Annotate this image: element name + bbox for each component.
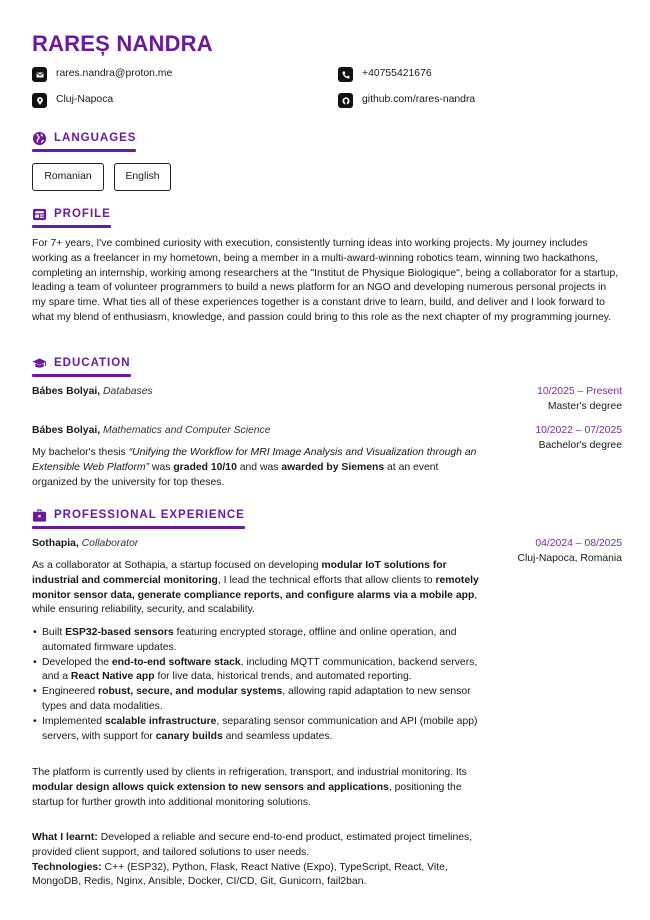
- text: Engineered: [42, 686, 99, 698]
- briefcase-icon: [32, 508, 47, 523]
- education-date: 10/2022 – 07/2025: [535, 425, 622, 436]
- thesis-description: [32, 446, 482, 490]
- award: awarded by Siemens: [281, 461, 385, 473]
- education-entry-1-title: [32, 385, 153, 400]
- company-name: Sothapia,: [32, 538, 79, 549]
- contact-github[interactable]: [338, 93, 475, 108]
- highlight: canary builds: [155, 730, 223, 742]
- degree: Master's degree: [547, 400, 622, 412]
- bullet-item: [32, 626, 482, 656]
- education-entry-1-meta: [537, 385, 622, 415]
- highlight: robust, secure, and modular systems: [98, 686, 283, 698]
- section-underline: [32, 526, 245, 529]
- highlight: React Native app: [70, 671, 155, 683]
- bullet-item: [32, 656, 482, 686]
- section-underline: [32, 374, 131, 377]
- technologies-label: Technologies:: [32, 861, 102, 873]
- text: , allowing rapid adaptation to new sensor types and data modalities.: [42, 686, 471, 712]
- graduation-cap-icon: [32, 356, 47, 371]
- location-text: Cluj-Napoca: [56, 94, 114, 106]
- experience-intro: [32, 559, 482, 618]
- profile-summary: For 7+ years, I've combined curiosity with execution, consistently turning ideas into working projects. My journey includes working as a freelancer in my hometown, being a member in a multi-award-winning robotics team, winning two hackathons, completing an internship, working among researchers at the "Institut de Physique Biologique", being a collaborator for a startup, leading a team of volunteer programmers to build a news platform for an NGO and developing numerous personal projects in my spare time. What ties all of these experiences together is a constant drive to learn, build, and deliver and I look forward to what my blend of enthusiasm, knowledge, and passion could bring to this role as the next chapter of my programming journey.: [32, 238, 619, 323]
- text: Implemented: [42, 715, 105, 727]
- text: , including MQTT communication, backend servers, and a: [42, 656, 478, 683]
- text: , positioning the startup for further growth into additional monitoring solutions.: [32, 781, 462, 808]
- experience-title: PROFESSIONAL EXPERIENCE: [54, 509, 245, 522]
- text: My bachelor's thesis: [32, 447, 129, 458]
- education-entry-2-title: [32, 424, 271, 439]
- school-name: Bábes Bolyai,: [32, 386, 101, 397]
- experience-heading: [32, 508, 245, 529]
- highlight: remotely monitor sensor data, generate compliance reports, and configure alarms via a mobile app: [32, 574, 479, 601]
- languages-heading: [32, 131, 136, 152]
- text: The platform is currently used by clients in refrigeration, transport, and industrial monitoring. Its: [32, 767, 467, 778]
- text: Built: [42, 627, 66, 638]
- text: As a collaborator at Sothapia, a startup focused on developing: [32, 560, 322, 571]
- experience-location: Cluj-Napoca, Romania: [517, 552, 622, 564]
- text: and was: [236, 461, 282, 473]
- learnt-text: Developed a reliable and secure end-to-end product, estimated project timelines, provided client support, and tailored solutions to user needs.: [32, 832, 473, 858]
- section-underline: [32, 225, 111, 228]
- education-entry-2-meta: [535, 424, 622, 454]
- technologies: [32, 861, 482, 891]
- text: was: [149, 461, 174, 473]
- text: , separating sensor communication and API (mobile app) servers, with support for: [42, 715, 478, 742]
- email-text[interactable]: rares.nandra@proton.me: [56, 68, 173, 80]
- candidate-name: RAREȘ NANDRA: [32, 31, 213, 56]
- languages-title: LANGUAGES: [54, 132, 137, 145]
- profile-title: PROFILE: [54, 208, 111, 221]
- highlight: scalable infrastructure: [104, 715, 217, 727]
- text: , while ensuring reliability, security, and scalability.: [32, 589, 478, 616]
- language-chip-romanian: Romanian: [32, 163, 104, 191]
- experience-outro: [32, 766, 482, 810]
- language-chip-english: English: [114, 163, 171, 191]
- learnt-label: What I learnt:: [32, 832, 98, 843]
- experience-bullets: [32, 626, 482, 744]
- text: for live data, historical trends, and automated reporting.: [154, 671, 412, 683]
- experience-entry-title: [32, 537, 138, 552]
- profile-heading: [32, 207, 111, 228]
- education-date: 10/2025 – Present: [537, 386, 622, 397]
- thesis-title: “Unifying the Workflow for MRI Image Analysis and Visualization through an Extensible Web Platform”: [32, 447, 477, 473]
- location-pin-icon: [32, 93, 47, 108]
- experience-date: 04/2024 – 08/2025: [535, 538, 622, 549]
- technologies-text: C++ (ESP32), Python, Flask, React Native (Expo), TypeScript, React, Vite, MongoDB, Redis, Nginx, Ansible, Docker, CI/CD, Git, Gunicorn, fail2ban.: [32, 861, 448, 888]
- highlight: end-to-end software stack: [111, 656, 241, 668]
- text: at an event organized by the university for top theses.: [32, 461, 439, 488]
- school-name: Bábes Bolyai,: [32, 425, 101, 436]
- phone-text[interactable]: +40755421676: [362, 68, 432, 80]
- job-role: Collaborator: [81, 538, 139, 549]
- text: and seamless updates.: [222, 730, 333, 742]
- experience-learnings: [32, 831, 482, 890]
- text: , I lead the technical efforts that allow clients to: [217, 574, 436, 586]
- education-title: EDUCATION: [54, 357, 131, 370]
- what-i-learnt: [32, 831, 482, 861]
- section-underline: [32, 149, 136, 152]
- contact-email[interactable]: [32, 67, 172, 82]
- grade: graded 10/10: [173, 461, 237, 473]
- contact-location: [32, 93, 113, 108]
- contact-phone[interactable]: [338, 67, 432, 82]
- field-of-study: Mathematics and Computer Science: [103, 425, 271, 436]
- highlight: ESP32-based sensors: [65, 627, 174, 638]
- globe-icon: [32, 131, 47, 146]
- field-of-study: Databases: [103, 386, 153, 397]
- text: featuring encrypted storage, offline and online operation, and automated firmware updates.: [42, 627, 457, 653]
- github-text[interactable]: github.com/rares-nandra: [362, 94, 476, 106]
- experience-entry-meta: [517, 537, 622, 567]
- text: Developed the: [42, 656, 112, 668]
- bullet-item: [32, 685, 482, 715]
- highlight: modular IoT solutions for industrial and commercial monitoring: [32, 560, 447, 586]
- degree: Bachelor's degree: [538, 439, 622, 451]
- education-heading: [32, 356, 131, 377]
- id-card-icon: [32, 207, 47, 222]
- github-icon: [338, 93, 353, 108]
- bullet-item: [32, 715, 482, 745]
- phone-icon: [338, 67, 353, 82]
- envelope-icon: [32, 67, 47, 82]
- highlight: modular design allows quick extension to new sensors and applications: [32, 781, 389, 793]
